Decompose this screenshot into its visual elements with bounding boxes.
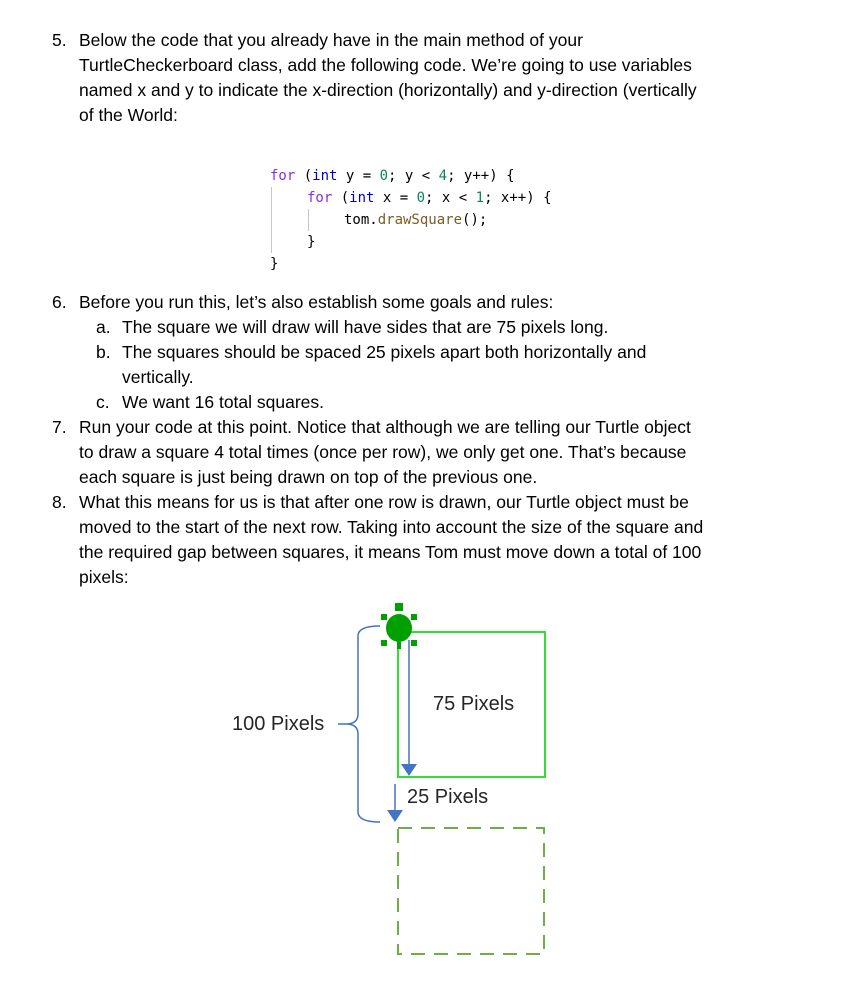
step-number: 8.	[52, 492, 67, 512]
step-number: 5.	[52, 30, 67, 50]
step-number: 7.	[52, 417, 67, 437]
turtle-icon	[381, 603, 417, 649]
subitem-letter: b.	[96, 342, 111, 362]
subitem-text-line: vertically.	[122, 367, 194, 387]
code-line-4: }	[307, 234, 316, 250]
label-25-pixels: 25 Pixels	[407, 786, 489, 808]
step-text-line: to draw a square 4 total times (once per row), we only get one. That’s because	[79, 442, 687, 462]
brace-100	[346, 626, 380, 822]
label-75-pixels: 75 Pixels	[433, 693, 515, 715]
code-line-2: for (int x = 0; x < 1; x++) {	[307, 190, 552, 206]
code-line-1: for (int y = 0; y < 4; y++) {	[270, 168, 515, 184]
step-text-line: the required gap between squares, it means Tom must move down a total of 100	[79, 542, 702, 562]
next-square-outline	[398, 828, 544, 954]
step-text-line: Below the code that you already have in the main method of your	[79, 30, 583, 50]
step-text-line: of the World:	[79, 105, 178, 125]
subitem-letter: c.	[96, 392, 110, 412]
step-text-line: moved to the start of the next row. Taking into account the size of the square and	[79, 517, 704, 537]
subitem-text-line: We want 16 total squares.	[122, 392, 325, 412]
label-100-pixels: 100 Pixels	[232, 713, 325, 735]
code-line-3: tom.drawSquare();	[344, 212, 488, 228]
step-text-line: TurtleCheckerboard class, add the following code. We’re going to use variables	[79, 55, 692, 75]
step-text-line: pixels:	[79, 567, 129, 587]
step-text-line: Run your code at this point. Notice that although we are telling our Turtle object	[79, 417, 691, 437]
code-line-5: }	[270, 256, 279, 272]
arrow-25-head	[387, 810, 403, 822]
subitem-text-line: The square we will draw will have sides that are 75 pixels long.	[122, 317, 609, 337]
subitem-text-line: The squares should be spaced 25 pixels apart both horizontally and	[122, 342, 647, 362]
arrow-75-head	[401, 764, 417, 776]
step-text-line: What this means for us is that after one row is drawn, our Turtle object must be	[79, 492, 689, 512]
step-text-line: named x and y to indicate the x-direction (horizontally) and y-direction (vertically	[79, 80, 697, 100]
step-number: 6.	[52, 292, 67, 312]
subitem-letter: a.	[96, 317, 111, 337]
step-text-line: each square is just being drawn on top of the previous one.	[79, 467, 538, 487]
step-text-line: Before you run this, let’s also establish some goals and rules:	[79, 292, 554, 312]
